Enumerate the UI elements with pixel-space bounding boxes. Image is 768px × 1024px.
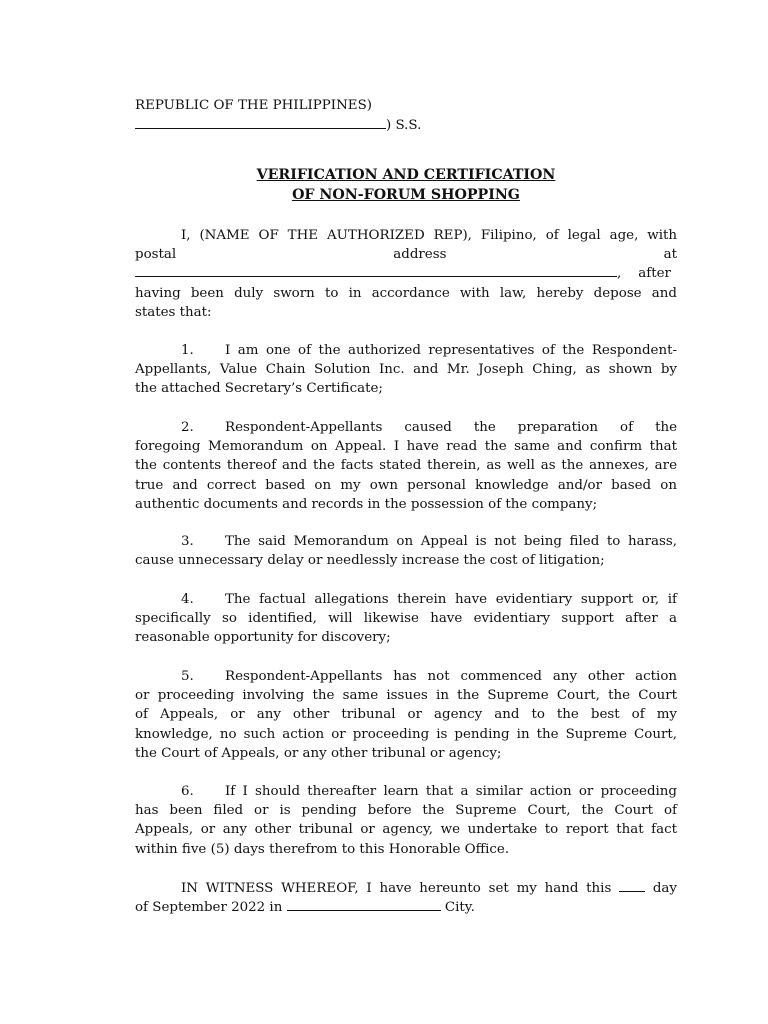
address-blank[interactable]: [135, 264, 617, 277]
item-1: 1. I am one of the authorized representatives of the Respondent- Appellants, Value Chain Solution Inc. and Mr. Joseph Ching, as shown by the attached Secretary’s Certificate;: [135, 343, 677, 397]
item-number: 5.: [181, 669, 194, 684]
caption-venue: [135, 116, 421, 135]
intro-line-2: postal address at: [135, 247, 677, 263]
item-number: 2.: [181, 420, 194, 435]
venue-blank[interactable]: [135, 116, 386, 129]
caption-republic: REPUBLIC OF THE PHILIPPINES): [135, 98, 372, 113]
item-number: 6.: [181, 784, 194, 799]
intro-line-5: states that:: [135, 304, 212, 320]
city-blank[interactable]: [287, 898, 441, 911]
intro-paragraph: [135, 226, 677, 322]
intro-line-4: having been duly sworn to in accordance with law, hereby depose and: [135, 285, 677, 301]
item-number: 1.: [181, 343, 194, 358]
item-5: 5. Respondent-Appellants has not commenced any other action or proceeding involving the same issues in the Supreme Court, the Court of Appeals, or any other tribunal or agency and to the best of my knowledge, no such action or proceeding is pending in the Supreme Court, the Court of Appeals, or any other tribunal or agency;: [135, 669, 677, 761]
item-number: 3.: [181, 534, 194, 549]
witness-paragraph: [135, 879, 677, 917]
witness-line-1: IN WITNESS WHEREOF, I have hereunto set my hand this day: [181, 881, 677, 896]
document-title-line-2: OF NON-FORUM SHOPPING: [292, 187, 520, 203]
intro-line-3: , after: [135, 264, 677, 283]
item-4: 4. The factual allegations therein have evidentiary support or, if specifically so identified, will likewise have evidentiary support after a reasonable opportunity for discovery;: [135, 592, 677, 646]
caption-ss: ) S.S.: [386, 118, 422, 133]
item-2: 2. Respondent-Appellants caused the preparation of the foregoing Memorandum on Appeal. I have read the same and confirm that the contents thereof and the facts stated therein, as well as the annexes, are true and correct based on my own personal knowledge and/or based on authentic documents and records in the possession of the company;: [135, 420, 677, 512]
intro-line-1: I, (NAME OF THE AUTHORIZED REP), Filipino, of legal age, with: [181, 228, 677, 243]
witness-line-2: of September 2022 in City.: [135, 900, 475, 916]
item-number: 4.: [181, 592, 194, 607]
item-3: 3. The said Memorandum on Appeal is not being filed to harass, cause unnecessary delay or needlessly increase the cost of litigation;: [135, 534, 677, 569]
day-blank[interactable]: [619, 879, 645, 892]
item-6: 6. If I should thereafter learn that a similar action or proceeding has been filed or is pending before the Supreme Court, the Court of Appeals, or any other tribunal or agency, we undertake to report that fact within five (5) days therefrom to this Honorable Office.: [135, 784, 677, 857]
document-title-line-1: VERIFICATION AND CERTIFICATION: [256, 167, 556, 183]
